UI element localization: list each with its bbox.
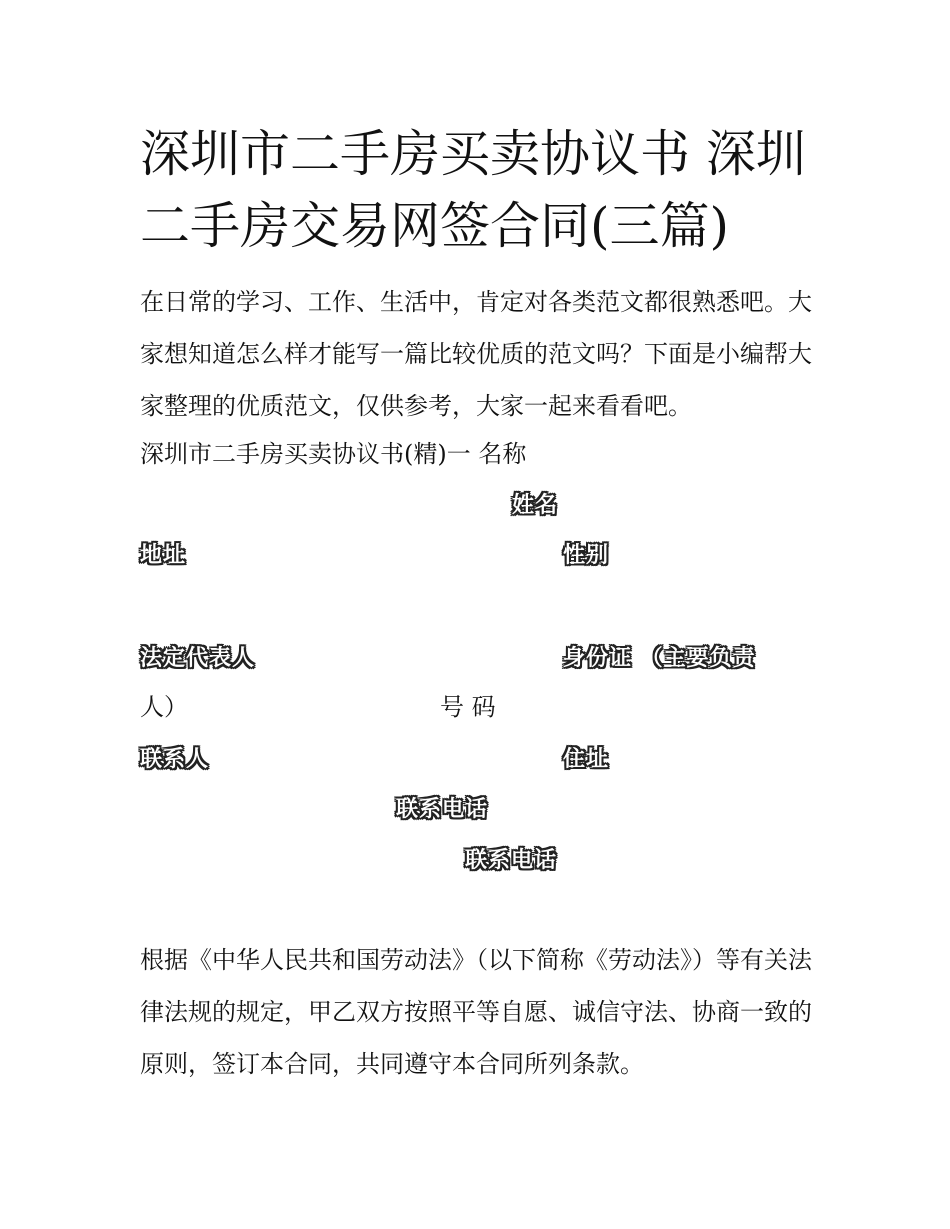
field-name-label: 姓名 — [512, 493, 559, 518]
field-id-card-label: 身份证 （主要负责 — [563, 646, 756, 671]
field-legal-rep-label: 法定代表人 — [140, 646, 256, 671]
field-id-number-label: 号 码 — [440, 693, 496, 721]
field-id-card-label-tail: 人） — [140, 693, 188, 721]
field-phone-label-2: 联系电话 — [465, 848, 558, 873]
document-title: 深圳市二手房买卖协议书 深圳二手房交易网签合同(三篇) — [140, 125, 806, 255]
field-phone-label-1: 联系电话 — [396, 797, 489, 822]
field-address-label: 地址 — [140, 543, 187, 568]
intro-paragraph: 在日常的学习、工作、生活中，肯定对各类范文都很熟悉吧。大家想知道怎么样才能写一篇比较优质的范文吗？下面是小编帮大家整理的优质范文，仅供参考，大家一起来看看吧。 — [140, 288, 812, 420]
field-gender-label: 性别 — [563, 543, 610, 568]
closing-paragraph: 根据《中华人民共和国劳动法》（以下简称《劳动法》）等有关法律法规的规定，甲乙双方按照平等自愿、诚信守法、协商一致的原则，签订本合同，共同遵守本合同所列条款。 — [140, 946, 812, 1078]
field-contact-person-label: 联系人 — [140, 747, 210, 772]
field-residence-label: 住址 — [563, 747, 610, 772]
section-subheading: 深圳市二手房买卖协议书(精)一 名称 — [140, 440, 527, 468]
